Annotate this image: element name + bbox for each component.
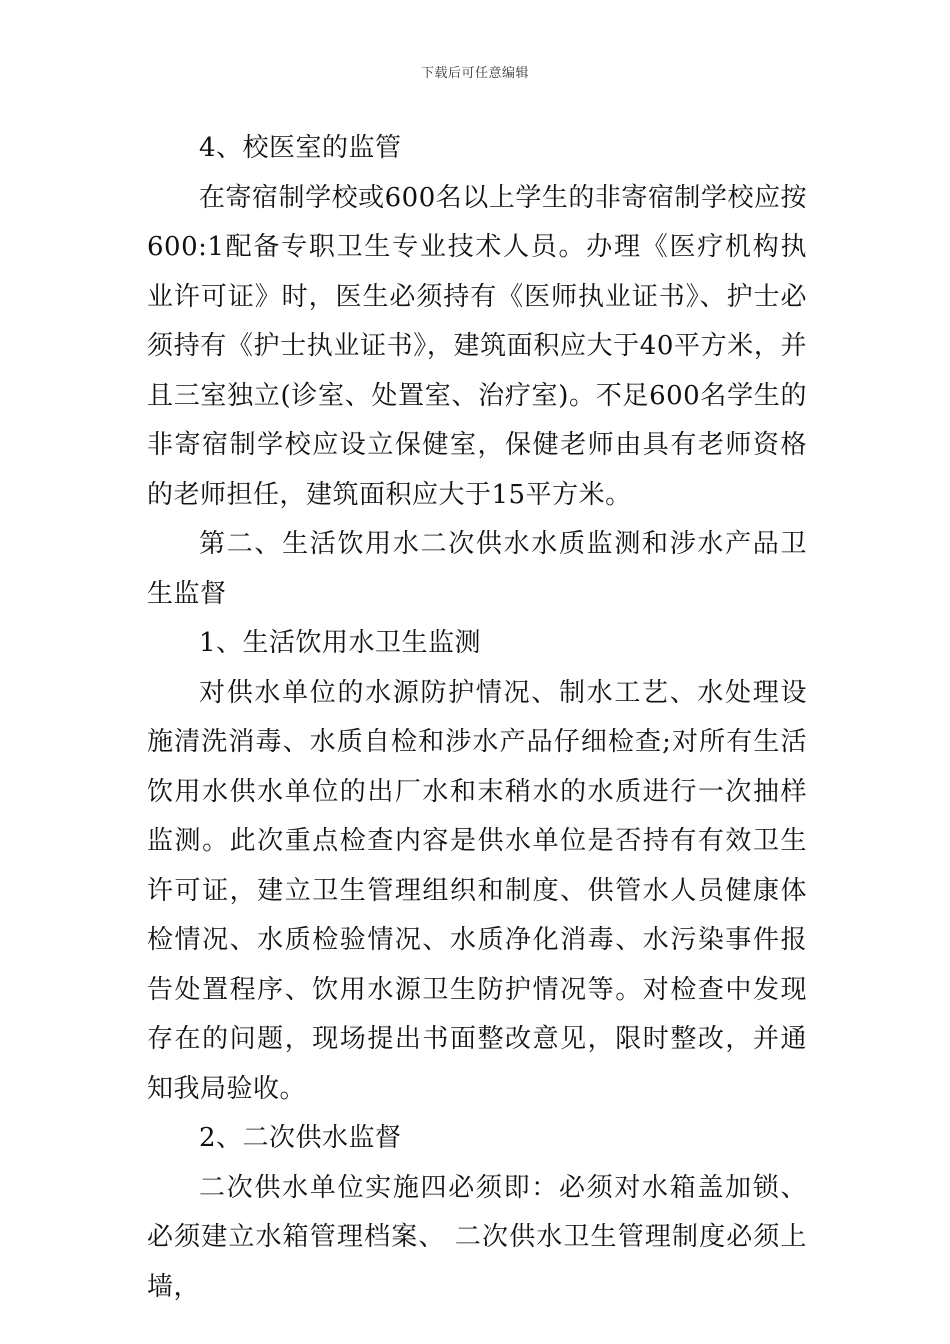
- section-heading: 2、二次供水监督: [199, 1123, 402, 1153]
- paragraph: 在寄宿制学校或600名以上学生的非寄宿制学校应按600:1配备专职卫生专业技术人员。办理《医疗机构执业许可证》时，医生必须持有《医师执业证书》、护士必须持有《护士执业证书》，建筑面积应大于40平方米，并且三室独立(诊室、处置室、治疗室)。不足600名学生的非寄宿制学校应设立保健室，保健老师由具有老师资格的老师担任，建筑面积应大于15平方米。: [147, 182, 807, 510]
- section-heading: 1、生活饮用水卫生监测: [199, 628, 482, 658]
- section-heading: 第二、生活饮用水二次供水水质监测和涉水产品卫生监督: [147, 529, 807, 609]
- paragraph: 二次供水单位实施四必须即：必须对水箱盖加锁、必须建立水箱管理档案、 二次供水卫生管理制度必须上墙，: [147, 1172, 807, 1302]
- paragraph: 对供水单位的水源防护情况、制水工艺、水处理设施清洗消毒、水质自检和涉水产品仔细检查;对所有生活饮用水供水单位的出厂水和末稍水的水质进行一次抽样监测。此次重点检查内容是供水单位是否持有有效卫生许可证，建立卫生管理组织和制度、供管水人员健康体检情况、水质检验情况、水质净化消毒、水污染事件报告处置程序、饮用水源卫生防护情况等。对检查中发现存在的问题，现场提出书面整改意见，限时整改，并通知我局验收。: [147, 677, 807, 1104]
- section-heading: 4、校医室的监管: [199, 133, 402, 163]
- header-note: 下载后可任意编辑: [420, 66, 529, 81]
- document-body: [147, 124, 807, 1312]
